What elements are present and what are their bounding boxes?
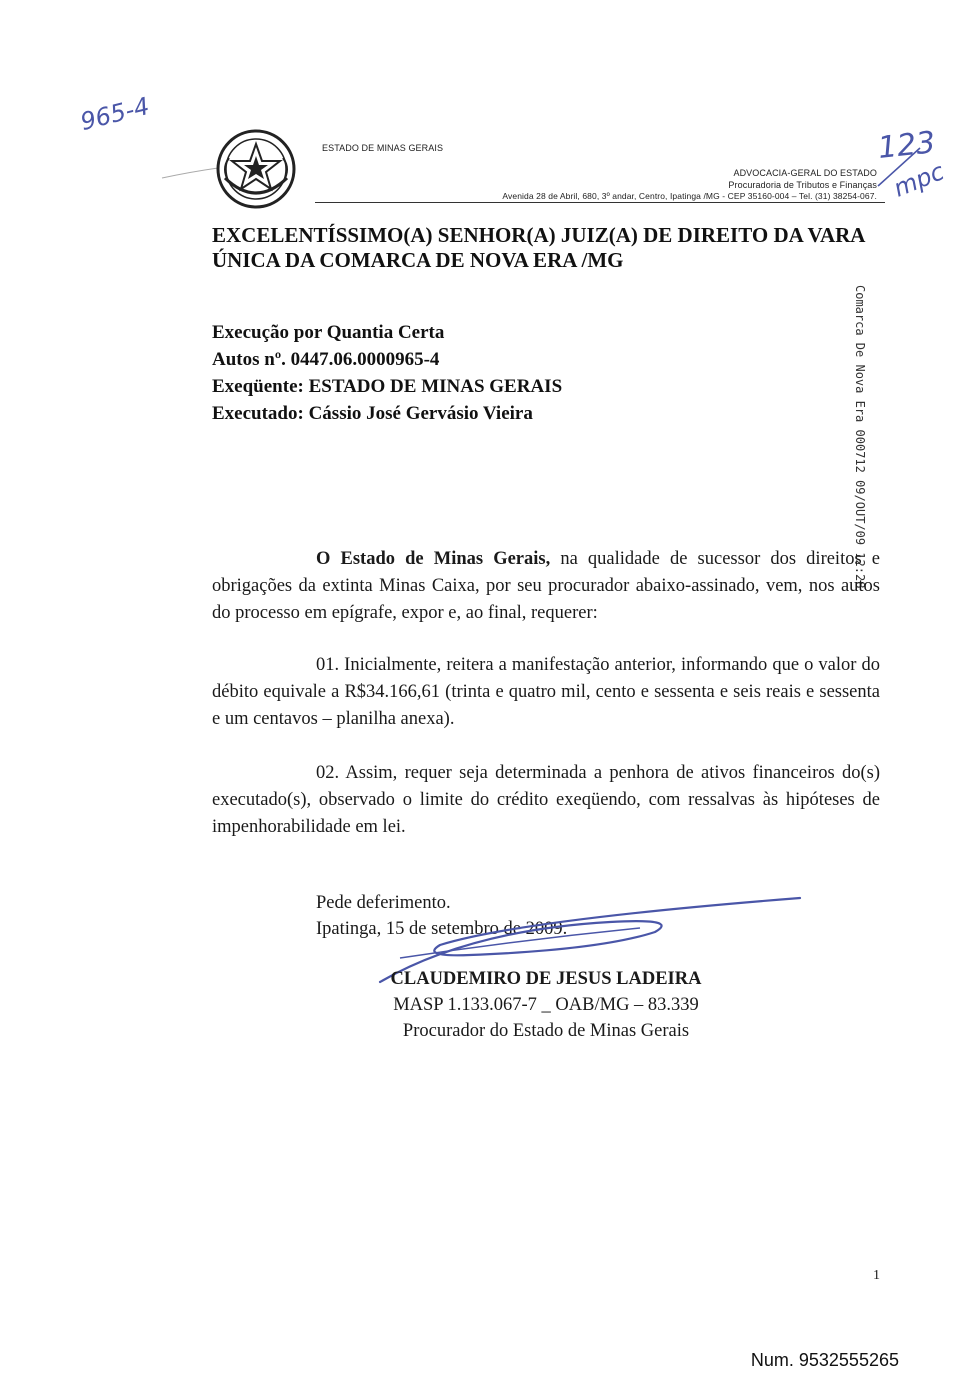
handwritten-page-count: 965-4 (77, 91, 153, 137)
closing-request: Pede deferimento. (316, 893, 451, 913)
header-address: Avenida 28 de Abril, 680, 3º andar, Centro, Ipatinga /MG - CEP 35160-004 – Tel. (31) 38254-067. (502, 191, 877, 201)
signatory-ids: MASP 1.133.067-7 _ OAB/MG – 83.339 (393, 995, 699, 1015)
handwritten-initials: mpc (889, 157, 949, 203)
exequente-value: ESTADO DE MINAS GERAIS (308, 376, 563, 397)
header-office: ADVOCACIA-GERAL DO ESTADO (733, 168, 877, 178)
exequente-label: Exeqüente: (212, 376, 304, 397)
handwritten-folio-number: 123 (876, 125, 937, 166)
executado-value: Cássio José Gervásio Vieira (308, 403, 533, 424)
executado-label: Executado: (212, 403, 304, 424)
item-1-paragraph: 01. Inicialmente, reitera a manifestação anterior, informando que o valor do débito equivale a R$34.166,61 (trinta e quatro mil, cento e sessenta e seis reais e sessenta e um centavos – planilha anexa). (212, 655, 880, 729)
document-number: Num. 9532555265 (750, 1350, 899, 1370)
header-department: Procuradoria de Tributos e Finanças (728, 180, 877, 190)
case-autos: Autos nº. 0447.06.0000965-4 (212, 349, 440, 370)
signatory-block (300, 966, 792, 1044)
addressee-line-2: ÚNICA DA COMARCA DE NOVA ERA /MG (212, 248, 624, 272)
closing-place-date: Ipatinga, 15 de setembro de 2009. (316, 919, 568, 939)
item-2-paragraph: 02. Assim, requer seja determinada a penhora de ativos financeiros do(s) executado(s), observado o limite do crédito exeqüendo, com ressalvas às hipóteses de impenhorabilidade em lei. (212, 763, 880, 837)
intro-rest: na qualidade de sucessor dos direitos e obrigações da extinta Minas Caixa, por seu procurador abaixo-assinado, vem, nos autos do processo em epígrafe, expor e, ao final, requerer: (212, 549, 880, 623)
intro-bold: O Estado de Minas Gerais, (316, 549, 551, 569)
signatory-name: CLAUDEMIRO DE JESUS LADEIRA (390, 969, 702, 989)
page-number: 1 (873, 1268, 880, 1283)
header-state: ESTADO DE MINAS GERAIS (322, 143, 444, 153)
signatory-role: Procurador do Estado de Minas Gerais (402, 1021, 690, 1041)
protocol-stamp: Comarca De Nova Era 000712 09/OUT/09 12:28 (853, 285, 867, 589)
case-type: Execução por Quantia Certa (212, 322, 445, 343)
addressee-line-1: EXCELENTÍSSIMO(A) SENHOR(A) JUIZ(A) DE DIREITO DA VARA (212, 223, 866, 247)
